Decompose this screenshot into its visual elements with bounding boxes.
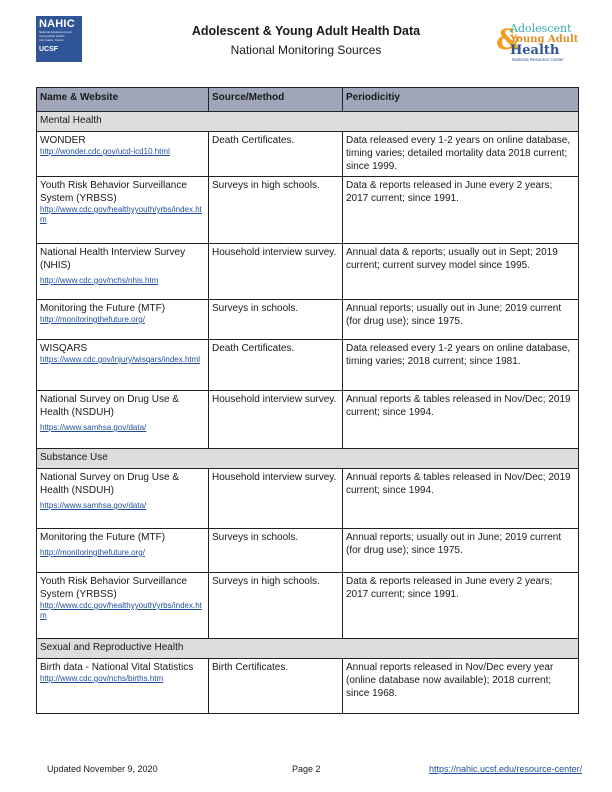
source-name: WISQARS — [40, 343, 88, 354]
section-row-substance-use — [37, 449, 579, 469]
source-method-cell: Death Certificates. — [209, 340, 343, 391]
header-periodicity: Periodicitiy — [343, 88, 579, 112]
periodicity-cell: Data & reports released in June every 2 years; 2017 current; since 1991. — [343, 573, 579, 639]
resource-center-link[interactable]: https://nahic.ucsf.edu/resource-center/ — [429, 764, 583, 774]
source-link[interactable]: https://www.samhsa.gov/data/ — [40, 501, 147, 510]
source-method-cell: Surveys in high schools. — [209, 177, 343, 244]
table-row — [37, 244, 579, 300]
source-link[interactable]: https://www.cdc.gov/injury/wisqars/index.html — [40, 355, 201, 364]
table-row — [37, 659, 579, 714]
table-row — [37, 469, 579, 529]
header-source-method: Source/Method — [209, 88, 343, 112]
source-name: Monitoring the Future (MTF) — [40, 532, 166, 543]
nahic-logo-name: NAHIC — [39, 18, 75, 30]
source-name: WONDER — [40, 135, 86, 146]
source-link[interactable]: http://monitoringthefuture.org/ — [40, 315, 145, 324]
source-name: National Health Interview Survey (NHIS) — [40, 247, 186, 271]
ucsf-logo-text: UCSF — [39, 46, 59, 53]
nahic-logo-tagline: National Adolescent and Young Adult Health Information Center — [39, 30, 72, 42]
table-row — [37, 529, 579, 573]
source-name-cell — [37, 244, 209, 300]
table-row — [37, 177, 579, 244]
source-link[interactable]: http://www.cdc.gov/nchs/nhis.htm — [40, 276, 159, 285]
source-name: Birth data - National Vital Statistics — [40, 662, 194, 673]
source-method-cell: Surveys in high schools. — [209, 573, 343, 639]
ayah-logo-line4: National Resource Center — [512, 57, 564, 62]
section-row-sexual-reproductive-health — [37, 639, 579, 659]
table-row — [37, 391, 579, 449]
source-name-cell — [37, 132, 209, 177]
periodicity-cell: Annual reports released in Nov/Dec every year (online database now available); 2018 current; since 1968. — [343, 659, 579, 714]
source-name-cell — [37, 340, 209, 391]
source-name-cell — [37, 659, 209, 714]
periodicity-cell: Data released every 1-2 years on online database, timing varies; detailed mortality data 2018 current; since 1999. — [343, 132, 579, 177]
header-name-website: Name & Website — [37, 88, 209, 112]
source-name: Youth Risk Behavior Surveillance System (YRBSS) — [40, 180, 187, 204]
section-title: Sexual and Reproductive Health — [37, 639, 579, 659]
source-method-cell: Birth Certificates. — [209, 659, 343, 714]
source-method-cell: Household interview survey. — [209, 391, 343, 449]
ayah-logo-line2: Young Adult — [510, 34, 579, 45]
source-method-cell: Household interview survey. — [209, 469, 343, 529]
monitoring-sources-table — [36, 87, 579, 714]
periodicity-cell: Data & reports released in June every 2 years; 2017 current; since 1991. — [343, 177, 579, 244]
source-link[interactable]: http://www.cdc.gov/healthyyouth/yrbs/index.htm — [40, 205, 202, 224]
source-link[interactable]: http://www.cdc.gov/nchs/births.htm — [40, 674, 164, 683]
table-row — [37, 573, 579, 639]
source-name-cell — [37, 300, 209, 340]
ayah-logo-ampersand: & — [496, 23, 522, 56]
periodicity-cell: Annual reports & tables released in Nov/Dec; 2019 current; since 1994. — [343, 469, 579, 529]
section-title: Substance Use — [37, 449, 579, 469]
ayah-logo-line3: Health — [510, 43, 560, 58]
periodicity-cell: Annual data & reports; usually out in Sept; 2019 current; current survey model since 1995. — [343, 244, 579, 300]
table-header-row — [37, 88, 579, 112]
page-title: Adolescent & Young Adult Health Data — [191, 24, 421, 38]
source-method-cell: Death Certificates. — [209, 132, 343, 177]
page-number: Page 2 — [292, 764, 321, 774]
source-method-cell: Household interview survey. — [209, 244, 343, 300]
table-row — [37, 340, 579, 391]
source-name-cell — [37, 469, 209, 529]
source-name: Monitoring the Future (MTF) — [40, 303, 166, 314]
page-subtitle: National Monitoring Sources — [230, 43, 382, 57]
periodicity-cell: Annual reports & tables released in Nov/Dec; 2019 current; since 1994. — [343, 391, 579, 449]
periodicity-cell: Annual reports; usually out in June; 2019 current (for drug use); since 1975. — [343, 300, 579, 340]
ayah-logo-line1: Adolescent — [510, 22, 572, 35]
source-link[interactable]: http://www.cdc.gov/healthyyouth/yrbs/index.htm — [40, 601, 202, 620]
periodicity-cell: Data released every 1-2 years on online database, timing varies; 2018 current; since 1981. — [343, 340, 579, 391]
table-row — [37, 300, 579, 340]
periodicity-cell: Annual reports; usually out in June; 2019 current (for drug use); since 1975. — [343, 529, 579, 573]
source-name-cell — [37, 391, 209, 449]
updated-date: Updated November 9, 2020 — [47, 764, 158, 774]
section-title: Mental Health — [37, 112, 579, 132]
source-name-cell — [37, 529, 209, 573]
source-link[interactable]: http://wonder.cdc.gov/ucd-icd10.html — [40, 147, 170, 156]
ayah-logo — [496, 22, 581, 64]
source-name-cell — [37, 177, 209, 244]
source-name-cell — [37, 573, 209, 639]
source-link[interactable]: http://monitoringthefuture.org/ — [40, 548, 145, 557]
source-name: National Survey on Drug Use & Health (NSDUH) — [40, 472, 179, 496]
source-name: Youth Risk Behavior Surveillance System (YRBSS) — [40, 576, 187, 600]
source-method-cell: Surveys in schools. — [209, 300, 343, 340]
source-name: National Survey on Drug Use & Health (NSDUH) — [40, 394, 179, 418]
section-row-mental-health — [37, 112, 579, 132]
table-row — [37, 132, 579, 177]
source-link[interactable]: https://www.samhsa.gov/data/ — [40, 423, 147, 432]
source-method-cell: Surveys in schools. — [209, 529, 343, 573]
